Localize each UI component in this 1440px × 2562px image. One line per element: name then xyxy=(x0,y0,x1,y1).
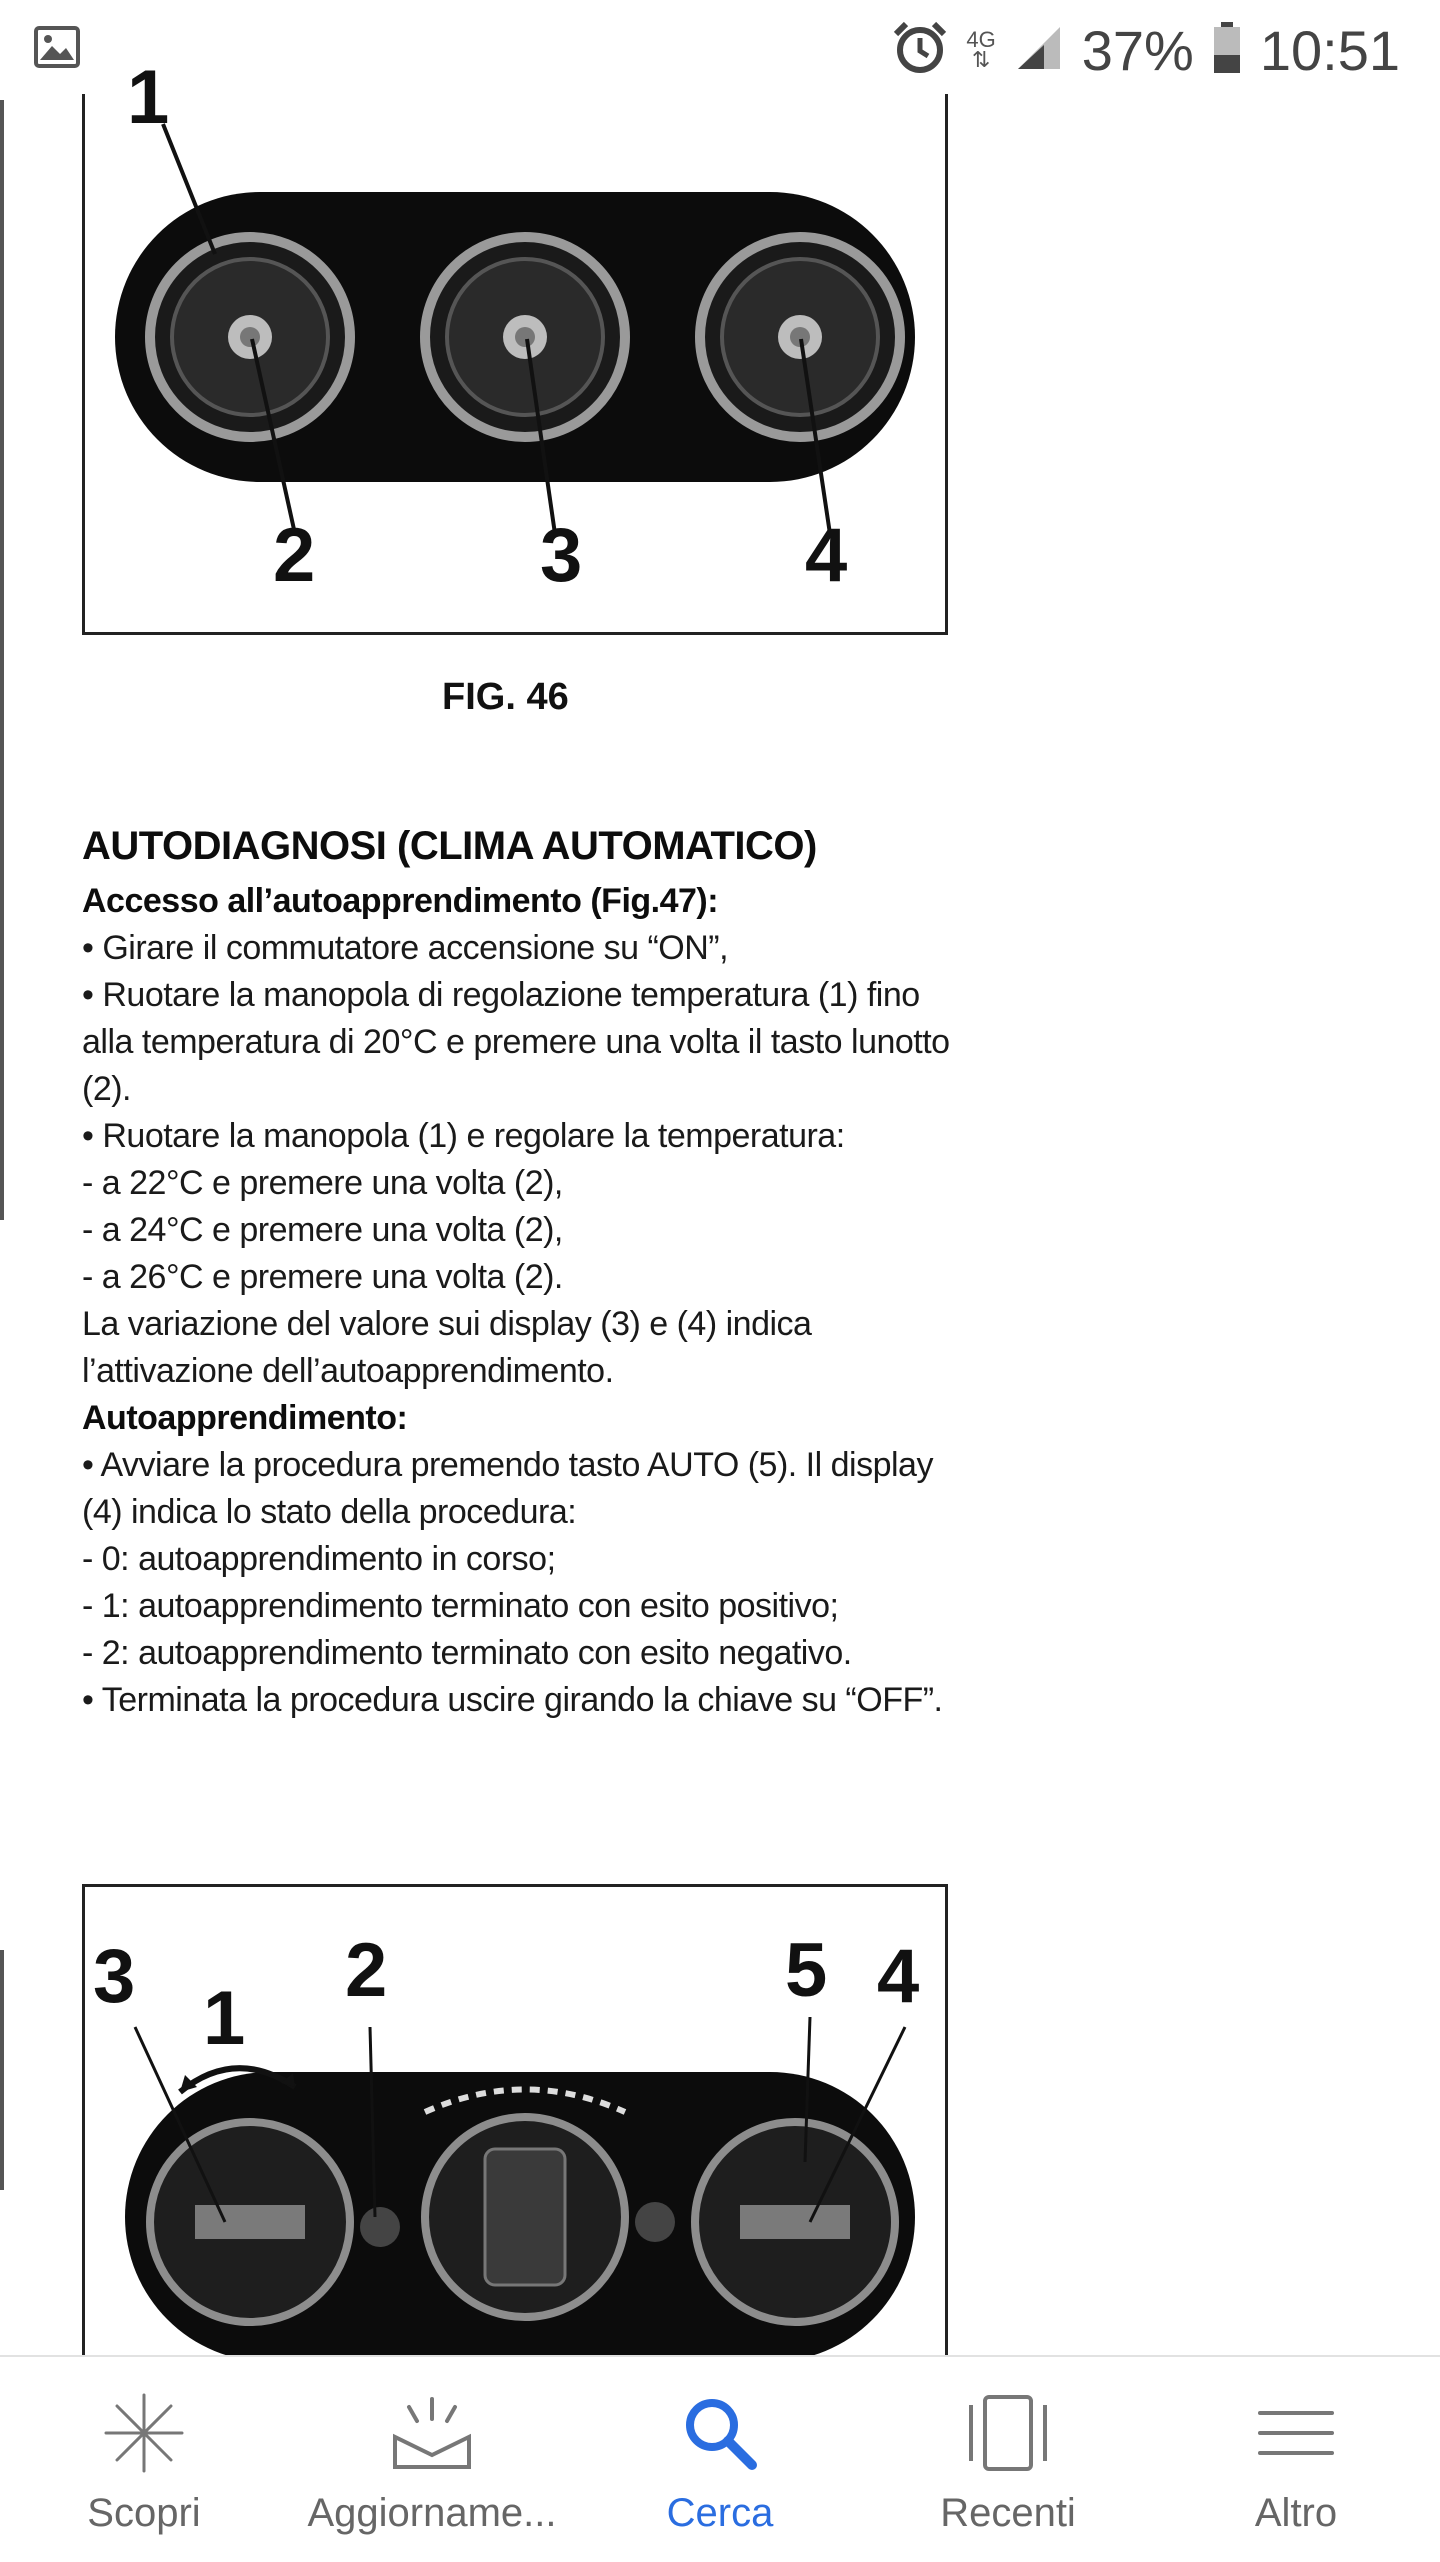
nav-cerca[interactable] xyxy=(576,2357,864,2562)
text-line: - 2: autoapprendimento terminato con esito negativo. xyxy=(82,1634,852,1672)
nav-aggiornamenti[interactable] xyxy=(288,2357,576,2562)
clock: 10:51 xyxy=(1259,18,1400,82)
document-viewer[interactable] xyxy=(0,55,1440,2355)
image-icon xyxy=(34,26,80,73)
text-line: La variazione del valore sui display (3) e (4) indica l’attivazione dell’autoapprendimento. xyxy=(82,1305,812,1390)
callout-4: 4 xyxy=(877,1934,920,2019)
callout-3: 3 xyxy=(540,513,583,598)
alarm-icon xyxy=(892,20,948,81)
signal-icon xyxy=(1014,25,1064,76)
callout-1: 1 xyxy=(203,1976,246,2061)
nav-scopri[interactable] xyxy=(0,2357,288,2562)
callout-3: 3 xyxy=(93,1934,136,2019)
text-line: • Ruotare la manopola (1) e regolare la temperatura: xyxy=(82,1117,845,1155)
callout-5: 5 xyxy=(785,1928,828,2013)
bottom-navigation xyxy=(0,2355,1440,2562)
network-type: 4G ⇅ xyxy=(966,27,996,72)
section-title: AUTODIAGNOSI (CLIMA AUTOMATICO) xyxy=(82,824,817,868)
nav-label: Altro xyxy=(1254,2491,1338,2535)
nav-label: Cerca xyxy=(666,2491,774,2535)
figure-46 xyxy=(82,55,948,635)
search-icon xyxy=(670,2393,770,2473)
text-line: - 1: autoapprendimento terminato con esito positivo; xyxy=(82,1587,839,1625)
callout-4: 4 xyxy=(805,513,848,598)
status-bar xyxy=(0,0,1440,100)
manual-text xyxy=(82,818,952,1724)
nav-label: Recenti xyxy=(940,2491,1076,2535)
callout-2: 2 xyxy=(273,513,316,598)
text-line: - a 26°C e premere una volta (2). xyxy=(82,1258,563,1296)
nav-label: Scopri xyxy=(87,2491,201,2535)
battery-percent: 37% xyxy=(1081,18,1194,82)
nav-label: Aggiorname... xyxy=(307,2491,557,2535)
battery-icon xyxy=(1212,22,1242,79)
page-edge xyxy=(0,1950,4,2190)
sparkle-icon xyxy=(94,2393,194,2473)
nav-recenti[interactable] xyxy=(864,2357,1152,2562)
self-learning-heading: Autoapprendimento: xyxy=(82,1399,408,1437)
recent-cards-icon xyxy=(958,2393,1058,2473)
nav-altro[interactable] xyxy=(1152,2357,1440,2562)
figure-caption: FIG. 46 xyxy=(442,676,569,718)
menu-icon xyxy=(1246,2393,1346,2473)
access-heading: Accesso all’autoapprendimento (Fig.47): xyxy=(82,882,719,920)
text-line: • Avviare la procedura premendo tasto AUTO (5). Il display (4) indica lo stato della procedura: xyxy=(82,1446,933,1531)
text-line: • Ruotare la manopola di regolazione temperatura (1) fino alla temperatura di 20°C e premere una volta il tasto lunotto (2). xyxy=(82,976,950,1108)
updates-icon xyxy=(382,2393,482,2473)
text-line: • Girare il commutatore accensione su “ON”, xyxy=(82,929,729,967)
text-line: - a 24°C e premere una volta (2), xyxy=(82,1211,563,1249)
text-line: - 0: autoapprendimento in corso; xyxy=(82,1540,556,1578)
callout-2: 2 xyxy=(345,1928,388,2013)
text-line: • Terminata la procedura uscire girando la chiave su “OFF”. xyxy=(82,1681,943,1719)
callout-1: 1 xyxy=(127,55,170,140)
figure-47 xyxy=(82,1884,948,2390)
page-edge xyxy=(0,100,4,1220)
text-line: - a 22°C e premere una volta (2), xyxy=(82,1164,563,1202)
